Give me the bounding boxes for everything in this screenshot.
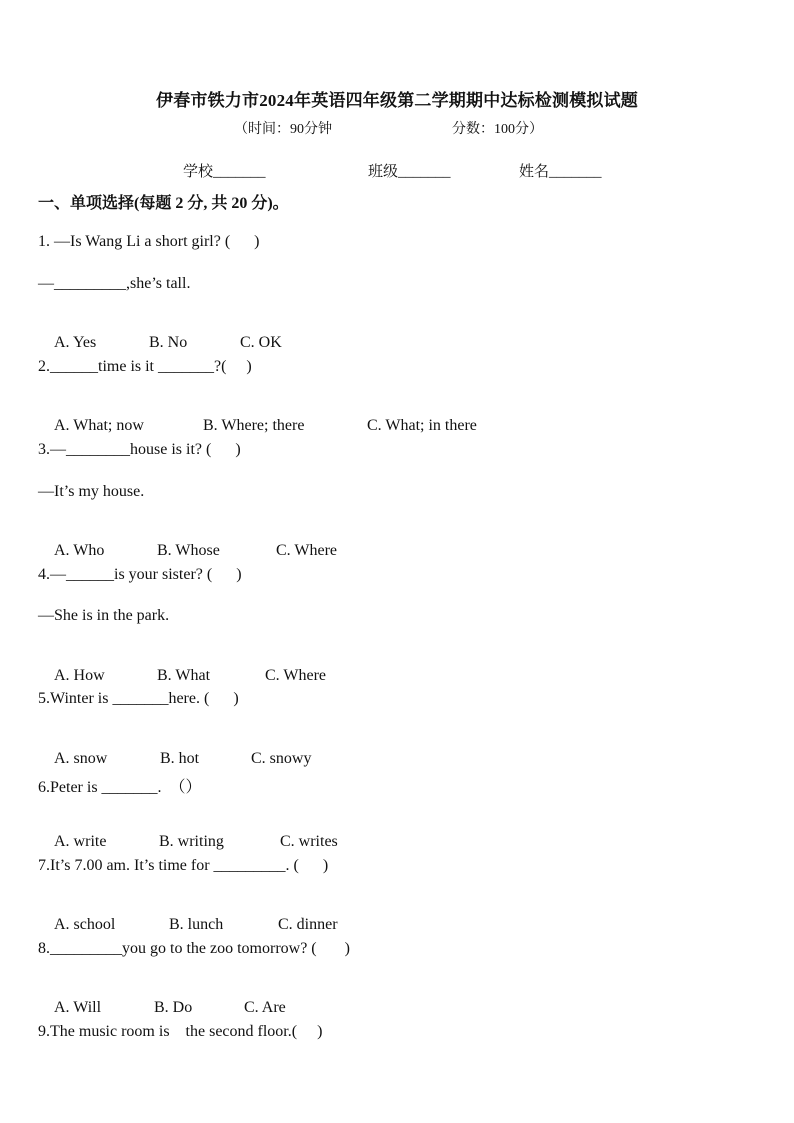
class-field: 班级_______ xyxy=(368,164,451,180)
option-c: C. Are xyxy=(244,999,286,1016)
option-a: A. write xyxy=(54,833,107,850)
option-b: B. No xyxy=(149,334,188,351)
option-b: B. Do xyxy=(154,999,193,1016)
option-b: B. Whose xyxy=(157,542,220,559)
question-2-stem: 2.______time is it _______?( ) xyxy=(38,358,252,375)
option-c: C. Where xyxy=(276,542,338,559)
question-7-stem: 7.It’s 7.00 am. It’s time for _________. ( ) xyxy=(38,857,329,874)
school-field: 学校_______ xyxy=(183,164,266,180)
question-9-stem: 9.The music room is the second floor.( ) xyxy=(38,1023,323,1040)
question-4-stem: 4.—______is your sister? ( ) xyxy=(38,566,242,583)
question-3-stem: 3.—________house is it? ( ) xyxy=(38,441,241,458)
option-a: A. What; now xyxy=(54,417,144,434)
question-1-stem: 1. —Is Wang Li a short girl? ( ) xyxy=(38,233,260,250)
option-a: A. Who xyxy=(54,542,105,559)
option-c: C. writes xyxy=(280,833,338,850)
option-c: C. snowy xyxy=(251,750,312,767)
option-c: C. What; in there xyxy=(367,417,477,434)
option-b: B. writing xyxy=(159,833,224,850)
option-b: B. Where; there xyxy=(203,417,305,434)
exam-title: 伊春市铁力市2024年英语四年级第二学期期中达标检测模拟试题 xyxy=(156,91,638,110)
option-a: A. Will xyxy=(54,999,102,1016)
option-b: B. lunch xyxy=(169,916,224,933)
option-b: B. hot xyxy=(160,750,200,767)
option-a: A. How xyxy=(54,667,105,684)
section-heading: 一、单项选择(每题 2 分, 共 20 分)。 xyxy=(38,195,289,212)
question-1-answer-line: —_________,she’s tall. xyxy=(38,275,191,292)
option-c: C. OK xyxy=(240,334,282,351)
question-8-stem: 8._________you go to the zoo tomorrow? ( ) xyxy=(38,940,350,957)
option-a: A. school xyxy=(54,916,116,933)
option-b: B. What xyxy=(157,667,211,684)
name-field: 姓名_______ xyxy=(519,164,602,180)
option-a: A. Yes xyxy=(54,334,97,351)
exam-time: （时间：90分钟 xyxy=(234,122,332,137)
exam-score: 分数：100分） xyxy=(452,122,543,137)
option-a: A. snow xyxy=(54,750,108,767)
option-c: C. dinner xyxy=(278,916,338,933)
option-c: C. Where xyxy=(265,667,327,684)
question-4-answer-line: —She is in the park. xyxy=(38,607,170,624)
question-6-stem: 6.Peter is _______. （） xyxy=(38,779,202,796)
question-3-answer-line: —It’s my house. xyxy=(38,483,145,500)
question-5-stem: 5.Winter is _______here. ( ) xyxy=(38,690,239,707)
